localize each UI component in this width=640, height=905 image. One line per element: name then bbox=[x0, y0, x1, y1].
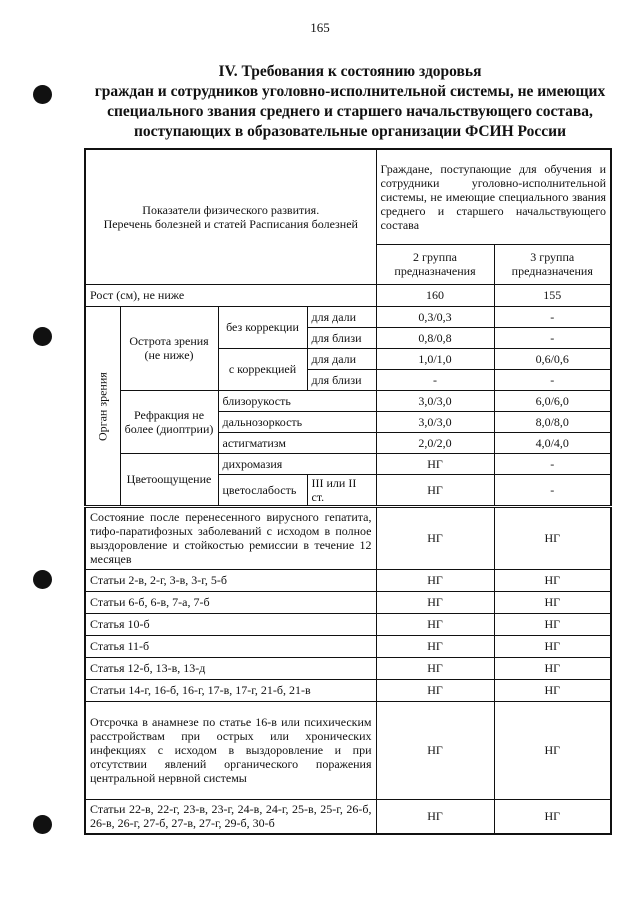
group2-value: НГ bbox=[376, 679, 494, 701]
group2-value: НГ bbox=[376, 506, 494, 569]
binder-hole bbox=[33, 815, 52, 834]
group2-value: НГ bbox=[376, 657, 494, 679]
header-left-cell bbox=[85, 149, 376, 284]
row-label: Статьи 6-б, 6-в, 7-а, 7-б bbox=[85, 591, 376, 613]
group2-value: НГ bbox=[376, 635, 494, 657]
table-row bbox=[85, 613, 611, 635]
far-label: для дали bbox=[307, 348, 376, 369]
group2-value: НГ bbox=[376, 474, 494, 506]
row-label: Статья 11-б bbox=[85, 635, 376, 657]
group2-value: 3,0/3,0 bbox=[376, 390, 494, 411]
table-row bbox=[85, 701, 611, 799]
group2-header: 2 группа предназначения bbox=[376, 244, 494, 284]
group3-value: НГ bbox=[494, 591, 611, 613]
group3-value: - bbox=[494, 474, 611, 506]
title-line: IV. Требования к состоянию здоровья bbox=[218, 63, 482, 80]
group3-value: НГ bbox=[494, 506, 611, 569]
row-label: цветослабость bbox=[218, 474, 307, 506]
row-label: Статьи 14-г, 16-б, 16-г, 17-в, 17-г, 21-б, 21-в bbox=[85, 679, 376, 701]
row-label: Статьи 2-в, 2-г, 3-в, 3-г, 5-б bbox=[85, 569, 376, 591]
title-line: граждан и сотрудников уголовно-исполнительной системы, не имеющих bbox=[94, 83, 606, 100]
header-row bbox=[85, 149, 611, 244]
degree-label: III или II ст. bbox=[307, 474, 376, 506]
row-label: дихромазия bbox=[218, 453, 376, 474]
group3-value: НГ bbox=[494, 657, 611, 679]
group3-value: НГ bbox=[494, 679, 611, 701]
binder-hole bbox=[33, 327, 52, 346]
health-requirements-table bbox=[84, 148, 612, 835]
group3-value: НГ bbox=[494, 635, 611, 657]
section-title bbox=[80, 62, 620, 142]
row-label: астигматизм bbox=[218, 432, 376, 453]
group2-value: 1,0/1,0 bbox=[376, 348, 494, 369]
table-row bbox=[85, 284, 611, 306]
group2-value: 0,8/0,8 bbox=[376, 327, 494, 348]
row-label: Статья 12-б, 13-в, 13-д bbox=[85, 657, 376, 679]
table-row bbox=[85, 306, 611, 327]
table-row bbox=[85, 506, 611, 569]
group2-value: - bbox=[376, 369, 494, 390]
group3-value: 0,6/0,6 bbox=[494, 348, 611, 369]
with-correction-label: с коррекцией bbox=[218, 348, 307, 390]
binder-hole bbox=[33, 85, 52, 104]
table-row bbox=[85, 679, 611, 701]
table-row bbox=[85, 569, 611, 591]
row-label: Состояние после перенесенного вирусного гепатита, тифо-паратифозных заболеваний с исходом в полное выздоровление и стойкостью ремиссии в течение 12 месяцев bbox=[85, 506, 376, 569]
group3-value: 155 bbox=[494, 284, 611, 306]
group2-value: 2,0/2,0 bbox=[376, 432, 494, 453]
group3-value: - bbox=[494, 453, 611, 474]
group2-value: 3,0/3,0 bbox=[376, 411, 494, 432]
far-label: для дали bbox=[307, 306, 376, 327]
group3-value: НГ bbox=[494, 569, 611, 591]
table-row bbox=[85, 657, 611, 679]
color-perception-label: Цветоощущение bbox=[120, 453, 218, 506]
acuity-label: Острота зрения (не ниже) bbox=[120, 306, 218, 390]
group3-value: - bbox=[494, 306, 611, 327]
near-label: для близи bbox=[307, 327, 376, 348]
row-label: близорукость bbox=[218, 390, 376, 411]
group3-value: 6,0/6,0 bbox=[494, 390, 611, 411]
group2-value: НГ bbox=[376, 613, 494, 635]
title-line: поступающих в образовательные организации ФСИН России bbox=[133, 123, 566, 140]
table-row bbox=[85, 635, 611, 657]
row-label: Статьи 22-в, 22-г, 23-в, 23-г, 24-в, 24-г, 25-в, 25-г, 26-б, 26-в, 26-г, 27-б, 27-в, 27-г, 29-б, 30-б bbox=[85, 799, 376, 834]
table-row bbox=[85, 390, 611, 411]
row-label: Статья 10-б bbox=[85, 613, 376, 635]
group3-value: НГ bbox=[494, 701, 611, 799]
header-left-line: Показатели физического развития. bbox=[142, 202, 320, 217]
group3-value: 4,0/4,0 bbox=[494, 432, 611, 453]
header-left-line: Перечень болезней и статей Расписания болезней bbox=[103, 216, 358, 231]
group2-value: НГ bbox=[376, 569, 494, 591]
page-number: 165 bbox=[310, 20, 330, 35]
row-label: Отсрочка в анамнезе по статье 16-в или психическим расстройствам при острых или хронических инфекциях с исходом в выздоровление и при отсутствии явлений органического поражения центральной нервной системы bbox=[85, 701, 376, 799]
group2-value: НГ bbox=[376, 701, 494, 799]
group2-value: 160 bbox=[376, 284, 494, 306]
group2-value: НГ bbox=[376, 799, 494, 834]
row-label: дальнозоркость bbox=[218, 411, 376, 432]
organ-vision-label: Орган зрения bbox=[85, 306, 120, 506]
table-row bbox=[85, 799, 611, 834]
binder-hole bbox=[33, 570, 52, 589]
group2-value: НГ bbox=[376, 591, 494, 613]
row-label: Рост (см), не ниже bbox=[85, 284, 376, 306]
without-correction-label: без коррекции bbox=[218, 306, 307, 348]
title-line: специального звания среднего и старшего начальствующего состава, bbox=[107, 103, 593, 120]
group2-value: НГ bbox=[376, 453, 494, 474]
group3-value: НГ bbox=[494, 799, 611, 834]
table-row bbox=[85, 591, 611, 613]
group3-value: 8,0/8,0 bbox=[494, 411, 611, 432]
refraction-label: Рефракция не более (диоптрии) bbox=[120, 390, 218, 453]
group3-value: НГ bbox=[494, 613, 611, 635]
group3-value: - bbox=[494, 369, 611, 390]
near-label: для близи bbox=[307, 369, 376, 390]
group3-header: 3 группа предназначения bbox=[494, 244, 611, 284]
group3-value: - bbox=[494, 327, 611, 348]
group2-value: 0,3/0,3 bbox=[376, 306, 494, 327]
table-row bbox=[85, 453, 611, 474]
header-right-cell: Граждане, поступающие для обучения и сотрудники уголовно-исполнительной системы, не имеющие специального звания среднего и старшего начальствующего состава bbox=[376, 149, 611, 244]
